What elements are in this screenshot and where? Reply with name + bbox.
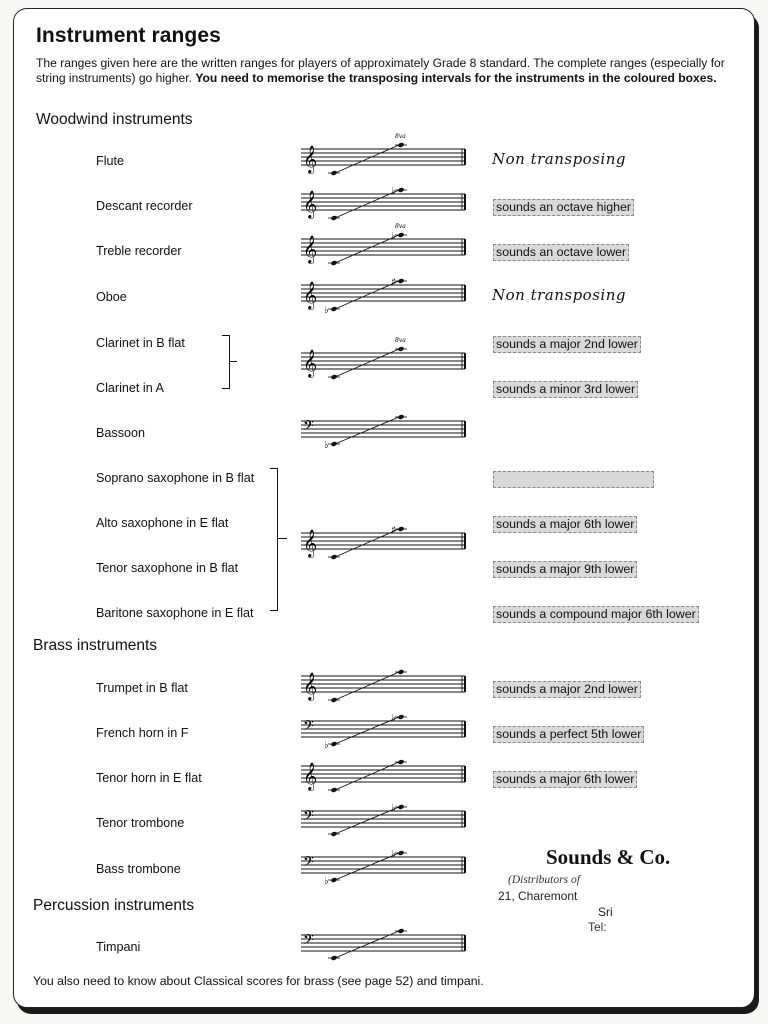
treble-clef-icon: 𝄞 [303,235,318,263]
instrument-name: Tenor saxophone in B flat [96,561,239,575]
bass-clef-icon: 𝄢 [303,932,314,952]
high-note [397,187,404,193]
instrument-name: Clarinet in B flat [96,336,185,350]
instrument-name: Soprano saxophone in B flat [96,471,255,485]
transposition-box: sounds a major 6th lower [493,771,637,788]
instrument-row [0,412,768,454]
flat-icon: ♭ [324,876,329,887]
stamp-company-name: Sounds & Co. [546,845,671,869]
treble-clef-icon: 𝄞 [303,529,318,557]
staff-notation [299,185,467,227]
saxophone-bracket [270,468,278,611]
low-note [330,260,337,266]
footer-note: You also need to know about Classical scores for brass (see page 52) and timpani. [33,974,484,988]
instrument-row [0,502,768,557]
bass-clef-icon: 𝄢 [303,854,314,874]
treble-clef-icon: 𝄞 [303,349,318,377]
instrument-name: Oboe [96,290,127,304]
high-note [397,928,404,934]
instrument-row [0,133,768,182]
staff-notation [299,412,467,454]
stamp-city: Sri [598,905,613,919]
treble-clef-icon: 𝄞 [303,145,318,173]
staff-notation [299,848,467,890]
flat-icon: ♭ [391,849,396,860]
section-woodwind: Woodwind instruments [36,111,193,128]
instrument-name: Bassoon [96,426,146,440]
transposition-box: sounds a major 2nd lower [493,681,641,698]
low-note [330,741,337,747]
staff-notation [299,802,467,844]
high-note [397,759,404,765]
staff-notation [299,223,467,272]
staff-notation [299,133,467,182]
low-note [330,215,337,221]
high-note [397,850,404,856]
intro-paragraph [36,56,726,85]
high-note [397,232,404,238]
section-percussion: Percussion instruments [33,897,195,914]
transposition-box: sounds a major 2nd lower [493,336,641,353]
low-note [330,441,337,447]
flat-icon: ♭ [391,231,396,242]
flat-icon: ♭ [391,186,396,197]
publisher-stamp [490,845,760,940]
sharp-icon: ♯ [391,277,396,288]
staff-notation [299,667,467,709]
instrument-name: Tenor horn in E flat [96,771,202,785]
treble-clef-icon: 𝄞 [303,190,318,218]
staff-notation [299,276,467,318]
high-note [397,804,404,810]
staff-notation [299,926,467,968]
instrument-name: Treble recorder [96,244,182,258]
transposition-box: sounds an octave higher [493,199,634,216]
octave-mark: 8va [395,133,406,140]
flat-icon: ♭ [324,305,329,316]
bass-clef-icon: 𝄢 [303,418,314,438]
low-note [330,955,337,961]
transposition-box: sounds a minor 3rd lower [493,381,638,398]
treble-clef-icon: 𝄞 [303,672,318,700]
high-note [397,346,404,352]
transposition-box: sounds a major 6th lower [493,516,637,533]
high-note [397,414,404,420]
page-title: Instrument ranges [36,24,221,47]
transposition-box: sounds a compound major 6th lower [493,606,699,623]
staff-notation [299,757,467,799]
high-note [397,526,404,532]
instrument-name: Alto saxophone in E flat [96,516,229,530]
high-note [397,278,404,284]
flat-icon: ♭ [391,713,396,724]
instrument-name: French horn in F [96,726,189,740]
flat-icon: ♭ [391,803,396,814]
high-note [397,714,404,720]
clarinet-bracket [222,335,230,389]
instrument-row [0,757,768,799]
intro-text: The ranges given here are the written ranges for players of approximately Grade 8 standard. The complete ranges (especially for string instruments) go higher. [36,56,725,85]
instrument-row [0,592,768,634]
staff-notation [299,712,467,754]
instrument-row [0,223,768,272]
transposition-box: sounds a major 9th lower [493,561,637,578]
treble-clef-icon: 𝄞 [303,762,318,790]
flat-icon: ♭ [324,440,329,451]
intro-emphasis: You need to memorise the transposing intervals for the instruments in the coloured boxes. [195,70,717,85]
handwritten-note: Non transposing [492,286,626,304]
clarinet-bracket-tick [229,361,237,362]
low-note [330,831,337,837]
instrument-name: Clarinet in A [96,381,164,395]
instrument-row [0,667,768,709]
high-note [397,142,404,148]
instrument-row [0,276,768,318]
low-note [330,306,337,312]
transposition-box: sounds a perfect 5th lower [493,726,644,743]
section-brass: Brass instruments [33,637,158,654]
low-note [330,877,337,883]
instrument-row [0,185,768,227]
low-note [330,170,337,176]
instrument-row [0,547,768,589]
transposition-box: sounds an octave lower [493,244,629,261]
sharp-icon: ♯ [391,525,396,536]
bass-clef-icon: 𝄢 [303,808,314,828]
bass-clef-icon: 𝄢 [303,718,314,738]
instrument-name: Bass trombone [96,862,181,876]
instrument-name: Descant recorder [96,199,193,213]
stamp-address: 21, Charemont [498,889,578,903]
stamp-distributors: (Distributors of [508,874,580,886]
instrument-row [0,712,768,754]
instrument-name: Tenor trombone [96,816,185,830]
instrument-row [0,367,768,409]
instrument-row [0,802,768,844]
octave-mark: 8va [395,337,406,344]
instrument-name: Baritone saxophone in E flat [96,606,254,620]
high-note [397,669,404,675]
instrument-name: Trumpet in B flat [96,681,188,695]
instrument-row [0,322,768,377]
instrument-row [0,457,768,499]
low-note [330,697,337,703]
treble-clef-icon: 𝄞 [303,281,318,309]
handwritten-note: Non transposing [492,150,626,168]
saxophone-bracket-tick [277,538,287,539]
stamp-telephone: Tel: [588,920,607,934]
transposition-box [493,471,654,488]
octave-mark: 8va [395,223,406,230]
instrument-name: Flute [96,154,124,168]
low-note [330,787,337,793]
instrument-name: Timpani [96,940,141,954]
flat-icon: ♭ [324,740,329,751]
